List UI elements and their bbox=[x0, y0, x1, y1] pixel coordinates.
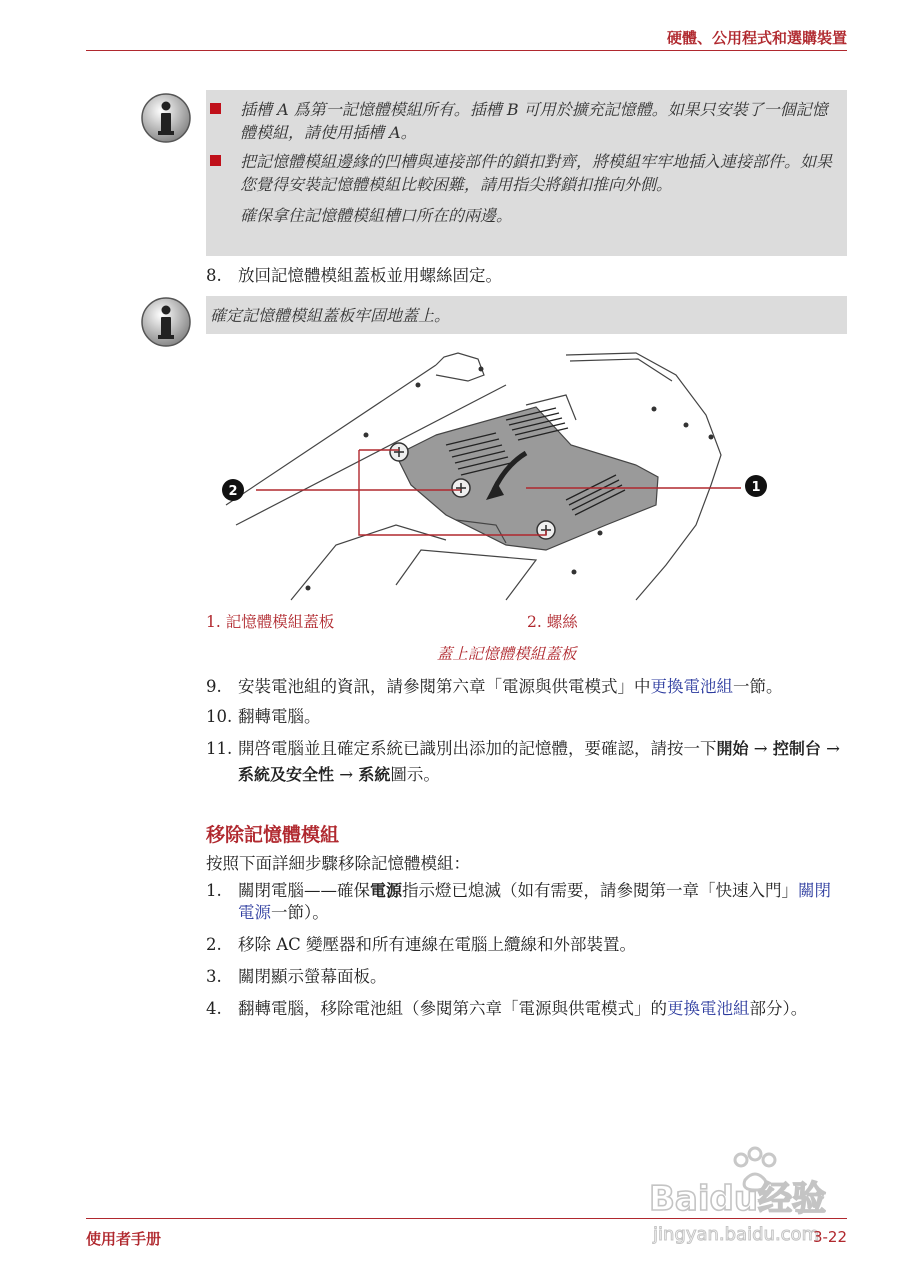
step-8: 8. 放回記憶體模組蓋板並用螺絲固定。 bbox=[206, 266, 502, 285]
link-replace-battery-2[interactable]: 更換電池組 bbox=[667, 999, 750, 1018]
remove-step-2: 2. 移除 AC 變壓器和所有連線在電腦上纜線和外部裝置。 bbox=[206, 935, 637, 954]
note-extra: 確保拿住記憶體模組槽口所在的兩邊。 bbox=[240, 206, 513, 225]
note-box-slots bbox=[206, 90, 847, 256]
step-9: 9. 安裝電池組的資訊，請參閱第六章「電源與供電模式」中更換電池組一節。 bbox=[206, 677, 783, 696]
page-header bbox=[86, 28, 847, 51]
info-icon bbox=[140, 296, 192, 348]
watermark-brand: Baidu经验 bbox=[649, 1179, 827, 1219]
footer-divider bbox=[86, 1218, 847, 1219]
page-number: 3-22 bbox=[812, 1228, 847, 1246]
note-bullet-slot-a: 插槽 A 爲第一記憶體模組所有。插槽 B 可用於擴充記憶體。如果只安裝了一個記憶體模組，請使用插槽 A。 bbox=[206, 98, 837, 144]
callout-1-label: 1 bbox=[751, 480, 761, 495]
figure-title: 蓋上記憶體模組蓋板 bbox=[436, 645, 577, 663]
remove-step-1: 1. 關閉電腦——確保電源指示燈已熄滅（如有需要，請參閱第一章「快速入門」關閉電源一節）。 bbox=[206, 881, 832, 922]
bullet-square bbox=[210, 155, 221, 166]
remove-step-4: 4. 翻轉電腦，移除電池組（參閱第六章「電源與供電模式」的更換電池組部分）。 bbox=[206, 999, 808, 1018]
section-intro: 按照下面詳細步驟移除記憶體模組： bbox=[206, 854, 470, 873]
note-box-cover bbox=[206, 296, 847, 334]
steps-install bbox=[206, 676, 846, 796]
remove-step-3: 3. 關閉顯示螢幕面板。 bbox=[206, 967, 387, 986]
link-replace-battery[interactable]: 更換電池組 bbox=[650, 677, 733, 696]
step-11: 11. 開啓電腦並且確定系統已識別出添加的記憶體，要確認，請按一下開始 → 控制台 → 系統及安全性 → 系統圖示。 bbox=[206, 739, 840, 784]
note-bullet-align: 把記憶體模組邊緣的凹槽與連接部件的鎖扣對齊，將模組牢牢地插入連接部件。如果您覺得安裝記憶體模組比較困難，請用指尖將鎖扣推向外側。 bbox=[206, 150, 837, 196]
steps-remove bbox=[206, 880, 846, 1028]
callout-2-label: 2 bbox=[228, 484, 238, 499]
info-icon bbox=[140, 92, 192, 144]
memory-cover-figure bbox=[206, 345, 786, 605]
note-cover-text: 確定記憶體模組蓋板牢固地蓋上。 bbox=[210, 306, 451, 325]
bullet-square bbox=[210, 103, 221, 114]
figure-caption-1: 1. 記憶體模組蓋板 bbox=[206, 613, 335, 631]
header-title: 硬體、公用程式和選購裝置 bbox=[666, 29, 847, 47]
figure-caption-2: 2. 螺絲 bbox=[527, 613, 578, 631]
step-10: 10. 翻轉電腦。 bbox=[206, 707, 321, 726]
watermark-url: jingyan.baidu.com bbox=[653, 1224, 820, 1245]
footer-manual-title: 使用者手册 bbox=[86, 1230, 162, 1248]
section-title: 移除記憶體模組 bbox=[206, 824, 340, 846]
link-power-off[interactable]: 關閉電源 bbox=[238, 881, 832, 922]
